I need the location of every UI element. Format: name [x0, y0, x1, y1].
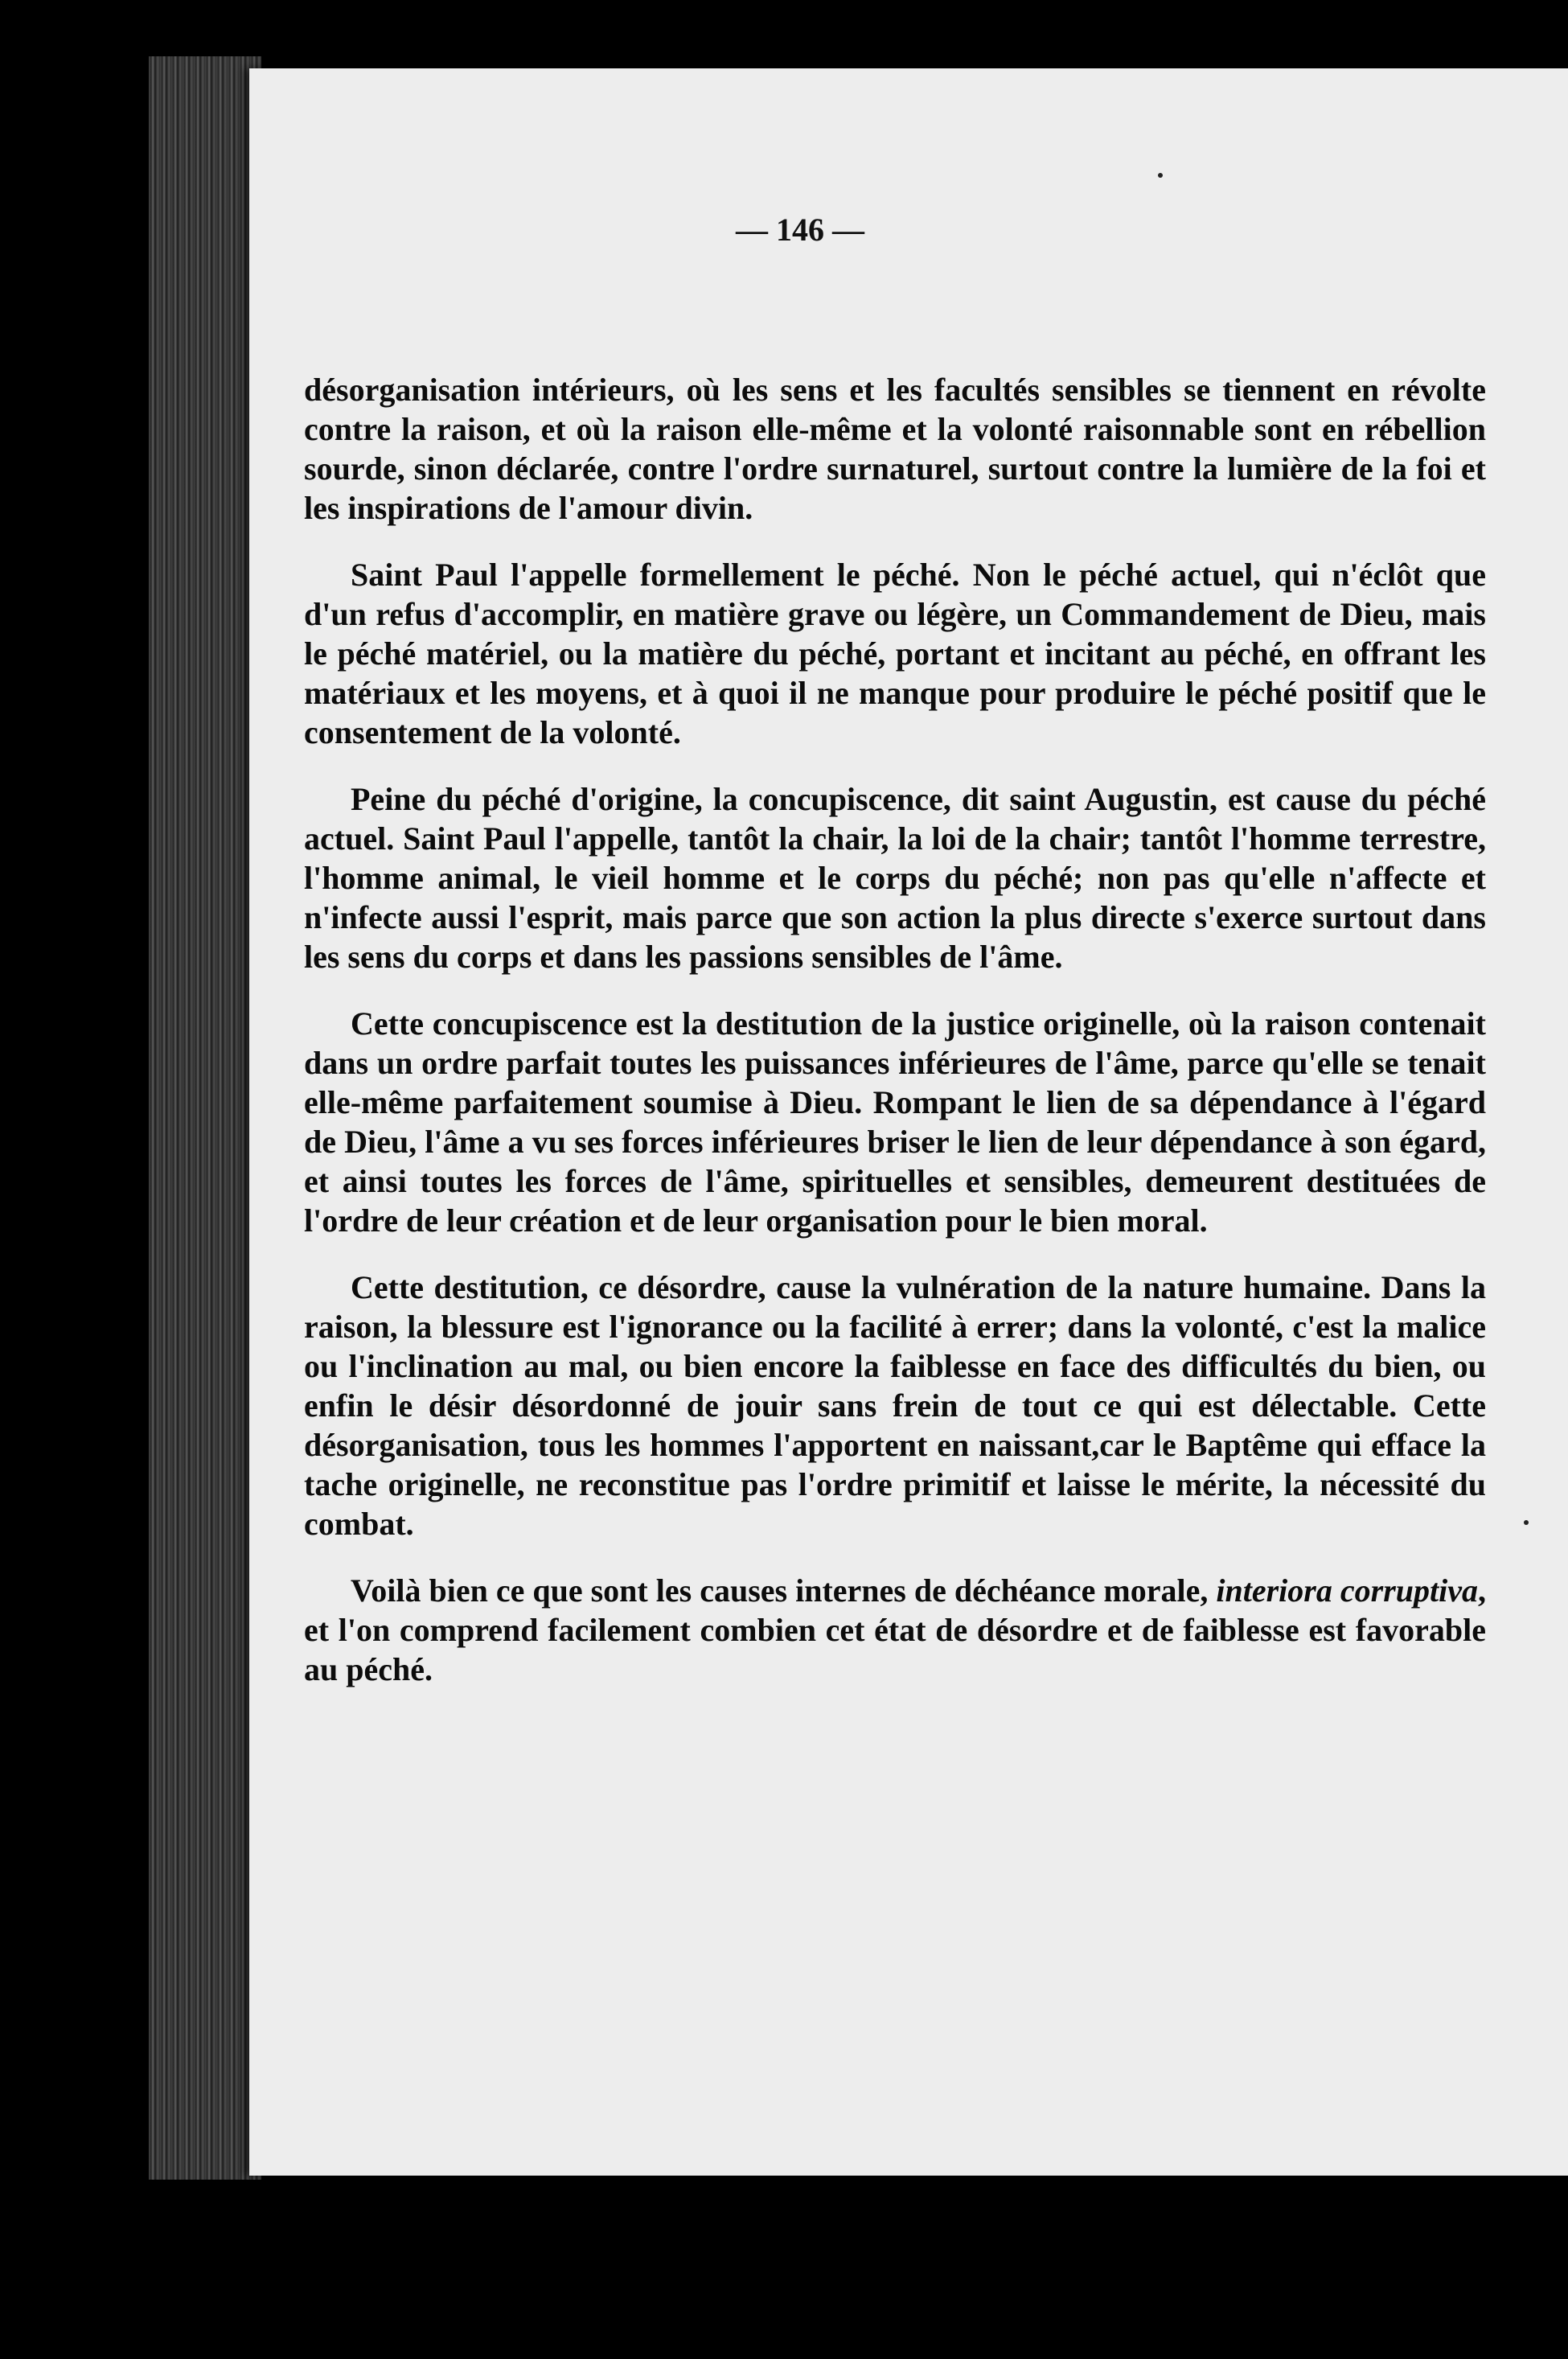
paragraph	[304, 1571, 1486, 1689]
paragraph-text: , et l'on comprend facilement combien cet état de désordre et de faiblesse est favorable au péché.	[304, 1572, 1486, 1687]
paragraph: Cette destitution, ce désordre, cause la vulnération de la nature humaine. Dans la raison, la blessure est l'ignorance ou la facilité à errer; dans la volonté, c'est la malice ou l'inclination au mal, ou bien encore la faiblesse en face des difficultés du bien, ou enfin le désir désordonné de jouir sans frein de tout ce qui est délectable. Cette désorganisation, tous les hommes l'apportent en naissant,car le Baptême qui efface la tache originelle, ne reconstitue pas l'ordre primitif et laisse le mérite, la nécessité du combat.	[304, 1269, 1486, 1542]
speck-mark	[1158, 173, 1163, 178]
paragraph-text: Voilà bien ce que sont les causes internes de déchéance morale,	[351, 1572, 1217, 1609]
latin-phrase: interiora corruptiva	[1216, 1572, 1478, 1609]
speck-mark	[1524, 1520, 1529, 1525]
body-text	[304, 370, 1486, 1716]
page-edges	[149, 56, 261, 2180]
paragraph: Cette concupiscence est la destitution de la justice originelle, où la raison contenait dans un ordre parfait toutes les puissances inférieures de l'âme, parce qu'elle se tenait elle-même parfaitement soumise à Dieu. Rompant le lien de sa dépendance à l'égard de Dieu, l'âme a vu ses forces inférieures briser le lien de leur dépendance à son égard, et ainsi toutes les forces de l'âme, spirituelles et sensibles, demeurent destituées de l'ordre de leur création et de leur organisation pour le bien moral.	[304, 1005, 1486, 1239]
paragraph: Peine du péché d'origine, la concupiscence, dit saint Augustin, est cause du péché actuel. Saint Paul l'appelle, tantôt la chair, la loi de la chair; tantôt l'homme terrestre, l'homme animal, le vieil homme et le corps du péché; non pas qu'elle n'affecte et n'infecte aussi l'esprit, mais parce que son action la plus directe s'exerce surtout dans les sens du corps et dans les passions sensibles de l'âme.	[304, 781, 1486, 975]
page-number: — 146 —	[736, 212, 864, 248]
paragraph: désorganisation intérieurs, où les sens et les facultés sensibles se tiennent en révolte contre la raison, et où la raison elle-même et la volonté raisonnable sont en rébellion sourde, sinon déclarée, contre l'ordre surnaturel, surtout contre la lumière de la foi et les inspirations de l'amour divin.	[304, 372, 1486, 526]
paragraph: Saint Paul l'appelle formellement le péché. Non le péché actuel, qui n'éclôt que d'un refus d'accomplir, en matière grave ou légère, un Commandement de Dieu, mais le péché matériel, ou la matière du péché, portant et incitant au péché, en offrant les matériaux et les moyens, et à quoi il ne manque pour produire le péché positif que le consentement de la volonté.	[304, 557, 1486, 750]
